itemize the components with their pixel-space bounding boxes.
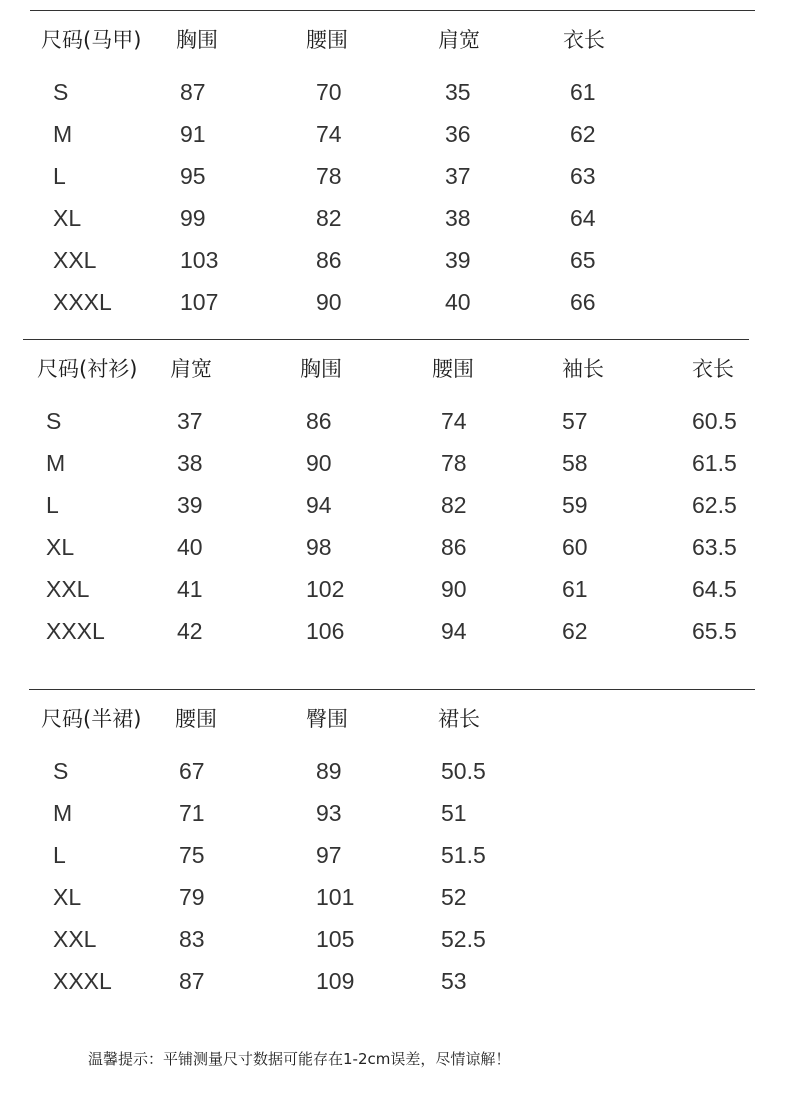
measurement-value: 94	[441, 618, 467, 644]
size-label: S	[53, 79, 69, 105]
measurement-value: 60	[562, 534, 588, 560]
size-label: XXL	[46, 576, 90, 602]
measurement-value: 74	[441, 408, 467, 434]
measurement-value: 64.5	[692, 576, 737, 602]
measurement-value: 66	[570, 289, 596, 315]
measurement-value: 86	[441, 534, 467, 560]
measurement-value: 39	[177, 492, 203, 518]
size-label: M	[53, 800, 73, 826]
measurement-value: 62	[570, 121, 596, 147]
measurement-value: 37	[177, 408, 203, 434]
measurement-value: 42	[177, 618, 203, 644]
column-header: 胸围	[176, 28, 218, 52]
size-label: XL	[53, 205, 82, 231]
measurement-value: 99	[180, 205, 206, 231]
measurement-value: 38	[177, 450, 203, 476]
measurement-value: 89	[316, 758, 342, 784]
size-column-header: 尺码(半裙)	[41, 707, 142, 731]
measurement-value: 105	[316, 926, 355, 952]
measurement-value: 90	[441, 576, 467, 602]
measurement-value: 86	[316, 247, 342, 273]
measurement-value: 78	[316, 163, 342, 189]
measurement-value: 93	[316, 800, 342, 826]
measurement-value: 90	[316, 289, 342, 315]
measurement-value: 82	[316, 205, 342, 231]
measurement-value: 52	[441, 884, 467, 910]
size-label: L	[53, 163, 66, 189]
measurement-value: 63	[570, 163, 596, 189]
measurement-value: 87	[180, 79, 206, 105]
measurement-value: 41	[177, 576, 203, 602]
measurement-value: 107	[180, 289, 219, 315]
measurement-value: 74	[316, 121, 342, 147]
size-label: S	[53, 758, 69, 784]
measurement-value: 79	[179, 884, 205, 910]
measurement-value: 51	[441, 800, 467, 826]
divider-vest	[30, 10, 755, 11]
measurement-value: 59	[562, 492, 588, 518]
measurement-value: 61	[562, 576, 588, 602]
measurement-value: 36	[445, 121, 471, 147]
measurement-value: 65.5	[692, 618, 737, 644]
measurement-value: 35	[445, 79, 471, 105]
column-header: 腰围	[175, 707, 217, 731]
measurement-value: 86	[306, 408, 332, 434]
column-header: 衣长	[692, 357, 734, 381]
measurement-value: 94	[306, 492, 332, 518]
measurement-value: 97	[316, 842, 342, 868]
measurement-value: 103	[180, 247, 219, 273]
measurement-value: 83	[179, 926, 205, 952]
measurement-value: 102	[306, 576, 345, 602]
size-label: XXXL	[53, 968, 112, 994]
measurement-value: 58	[562, 450, 588, 476]
measurement-value: 57	[562, 408, 588, 434]
measurement-value: 71	[179, 800, 205, 826]
size-label: L	[53, 842, 66, 868]
column-header: 肩宽	[438, 28, 480, 52]
measurement-value: 61.5	[692, 450, 737, 476]
size-column-header: 尺码(马甲)	[41, 28, 142, 52]
size-column-header: 尺码(衬衫)	[37, 357, 138, 381]
divider-shirt	[23, 339, 749, 340]
size-label: XL	[53, 884, 82, 910]
column-header: 腰围	[432, 357, 474, 381]
measurement-value: 65	[570, 247, 596, 273]
measurement-value: 40	[177, 534, 203, 560]
column-header: 衣长	[563, 28, 605, 52]
column-header: 臀围	[306, 707, 348, 731]
measurement-value: 95	[180, 163, 206, 189]
measurement-value: 38	[445, 205, 471, 231]
measurement-note: 温馨提示：平铺测量尺寸数据可能存在1-2cm误差，尽情谅解！	[88, 1050, 511, 1068]
measurement-value: 78	[441, 450, 467, 476]
measurement-value: 106	[306, 618, 345, 644]
measurement-value: 82	[441, 492, 467, 518]
measurement-value: 60.5	[692, 408, 737, 434]
size-label: XXL	[53, 926, 97, 952]
measurement-value: 64	[570, 205, 596, 231]
measurement-value: 39	[445, 247, 471, 273]
column-header: 裙长	[438, 707, 480, 731]
measurement-value: 67	[179, 758, 205, 784]
measurement-value: 75	[179, 842, 205, 868]
measurement-value: 53	[441, 968, 467, 994]
size-label: XL	[46, 534, 75, 560]
size-label: XXL	[53, 247, 97, 273]
measurement-value: 51.5	[441, 842, 486, 868]
measurement-value: 91	[180, 121, 206, 147]
measurement-value: 61	[570, 79, 596, 105]
divider-skirt	[29, 689, 755, 690]
measurement-value: 109	[316, 968, 355, 994]
measurement-value: 62.5	[692, 492, 737, 518]
size-label: S	[46, 408, 62, 434]
measurement-value: 63.5	[692, 534, 737, 560]
column-header: 腰围	[306, 28, 348, 52]
measurement-value: 101	[316, 884, 355, 910]
size-label: M	[53, 121, 73, 147]
size-label: L	[46, 492, 59, 518]
column-header: 肩宽	[170, 357, 212, 381]
measurement-value: 90	[306, 450, 332, 476]
measurement-value: 40	[445, 289, 471, 315]
column-header: 袖长	[562, 357, 604, 381]
measurement-value: 37	[445, 163, 471, 189]
column-header: 胸围	[300, 357, 342, 381]
size-label: XXXL	[46, 618, 105, 644]
size-label: M	[46, 450, 66, 476]
measurement-value: 70	[316, 79, 342, 105]
measurement-value: 50.5	[441, 758, 486, 784]
measurement-value: 52.5	[441, 926, 486, 952]
size-label: XXXL	[53, 289, 112, 315]
measurement-value: 87	[179, 968, 205, 994]
measurement-value: 98	[306, 534, 332, 560]
measurement-value: 62	[562, 618, 588, 644]
